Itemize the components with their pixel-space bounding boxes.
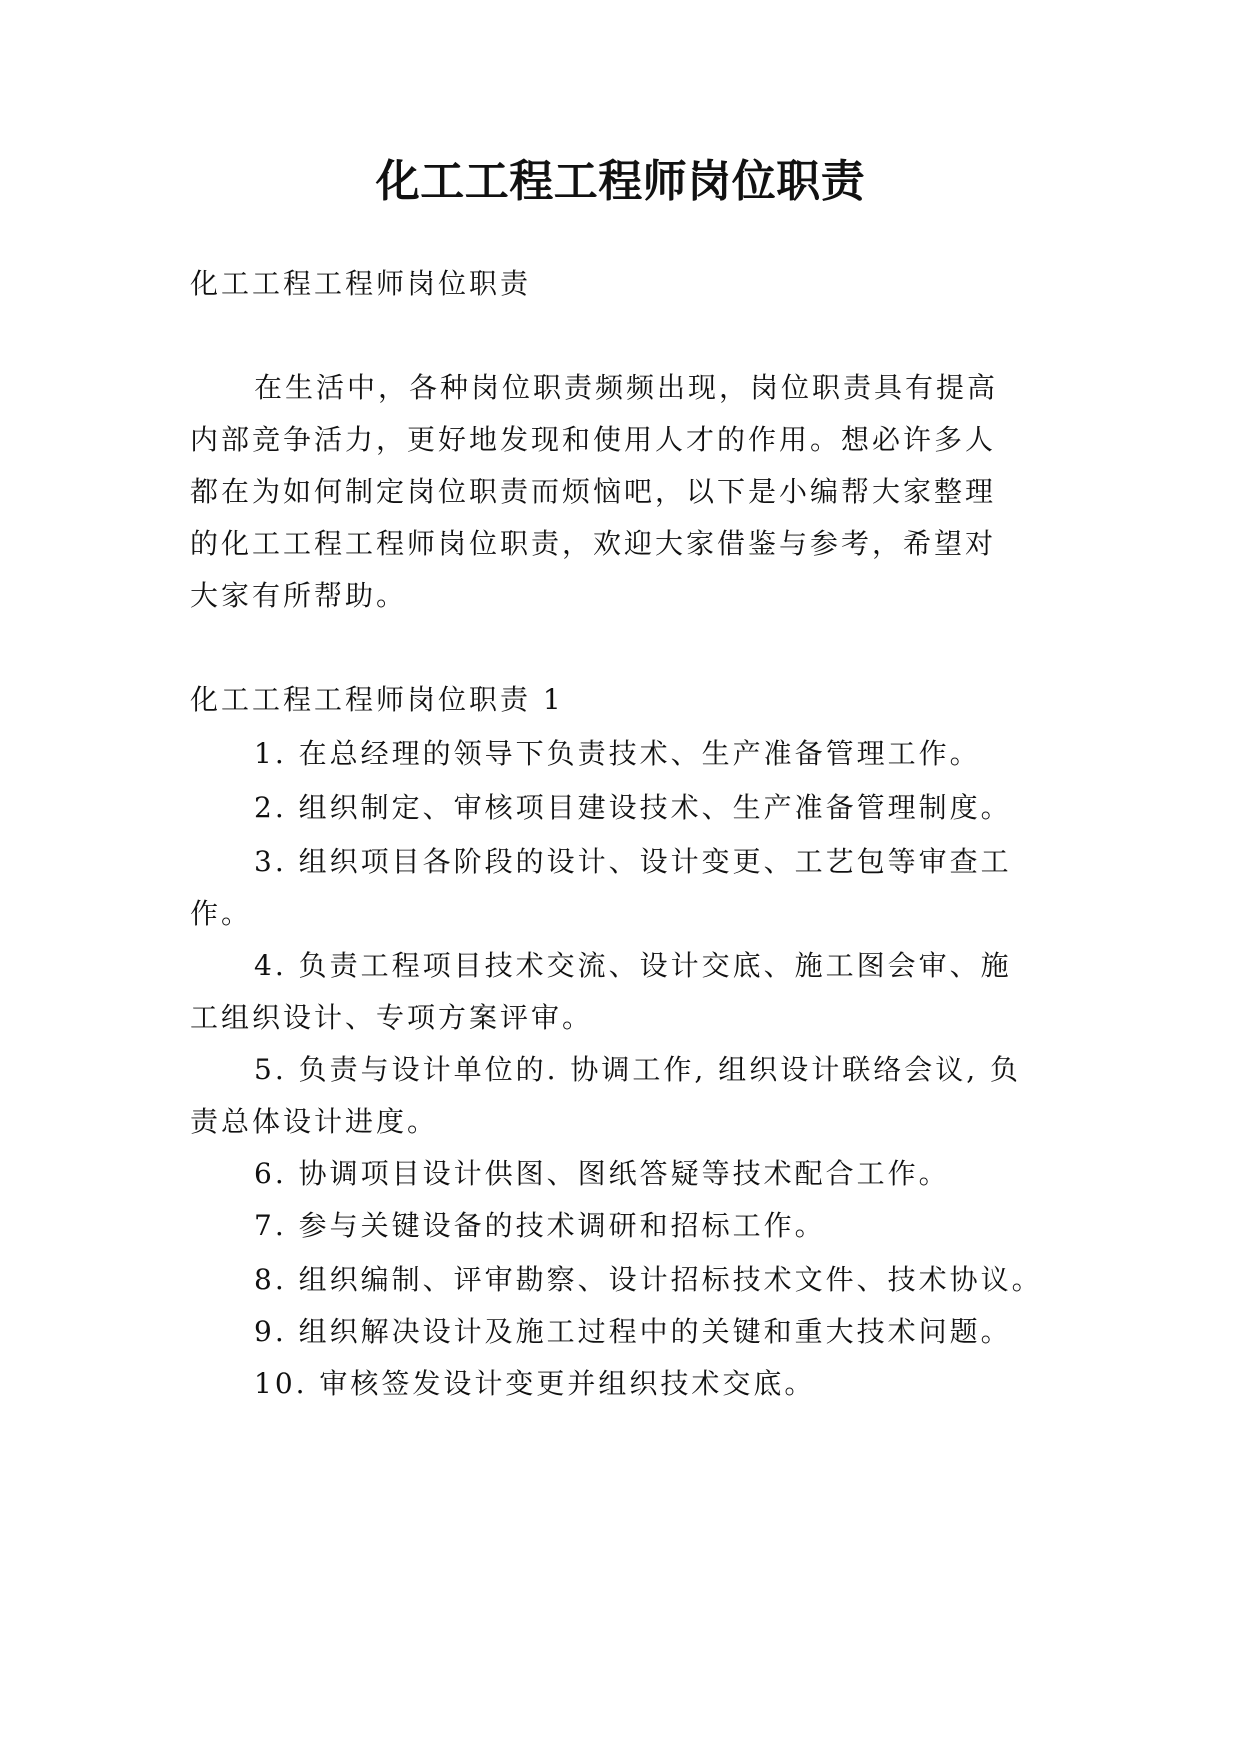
intro-line-4: 的化工工程工程师岗位职责，欢迎大家借鉴与参考，希望对 [190,527,997,560]
duty-item-5: 5. 负责与设计单位的. 协调工作, 组织设计联络会议, 负 [254,1053,1022,1086]
page-title: 化工工程工程师岗位职责 [375,156,866,207]
document-subtitle: 化工工程工程师岗位职责 [190,267,532,300]
intro-line-3: 都在为如何制定岗位职责而烦恼吧，以下是小编帮大家整理 [190,475,997,508]
intro-line-2: 内部竞争活力，更好地发现和使用人才的作用。想必许多人 [190,423,997,456]
duty-item-4-cont: 工组织设计、专项方案评审。 [190,1001,594,1034]
duty-item-5-cont: 责总体设计进度。 [190,1105,439,1138]
duty-item-8: 8. 组织编制、评审勘察、设计招标技术文件、技术协议。 [254,1263,1043,1296]
duty-item-7: 7. 参与关键设备的技术调研和招标工作。 [254,1209,826,1242]
intro-line-1: 在生活中，各种岗位职责频频出现，岗位职责具有提高 [254,371,999,404]
duty-item-10: 10. 审核签发设计变更并组织技术交底。 [254,1367,816,1400]
duty-item-3-cont: 作。 [190,897,253,930]
duty-item-2: 2. 组织制定、审核项目建设技术、生产准备管理制度。 [254,791,1012,824]
duty-item-9: 9. 组织解决设计及施工过程中的关键和重大技术问题。 [254,1315,1012,1348]
intro-line-5: 大家有所帮助。 [190,579,408,612]
duty-item-6: 6. 协调项目设计供图、图纸答疑等技术配合工作。 [254,1157,950,1190]
duty-item-1: 1. 在总经理的领导下负责技术、生产准备管理工作。 [254,737,981,770]
duty-item-4: 4. 负责工程项目技术交流、设计交底、施工图会审、施 [254,949,1012,982]
section-heading: 化工工程工程师岗位职责 1 [190,683,564,716]
duty-item-3: 3. 组织项目各阶段的设计、设计变更、工艺包等审查工 [254,845,1012,878]
